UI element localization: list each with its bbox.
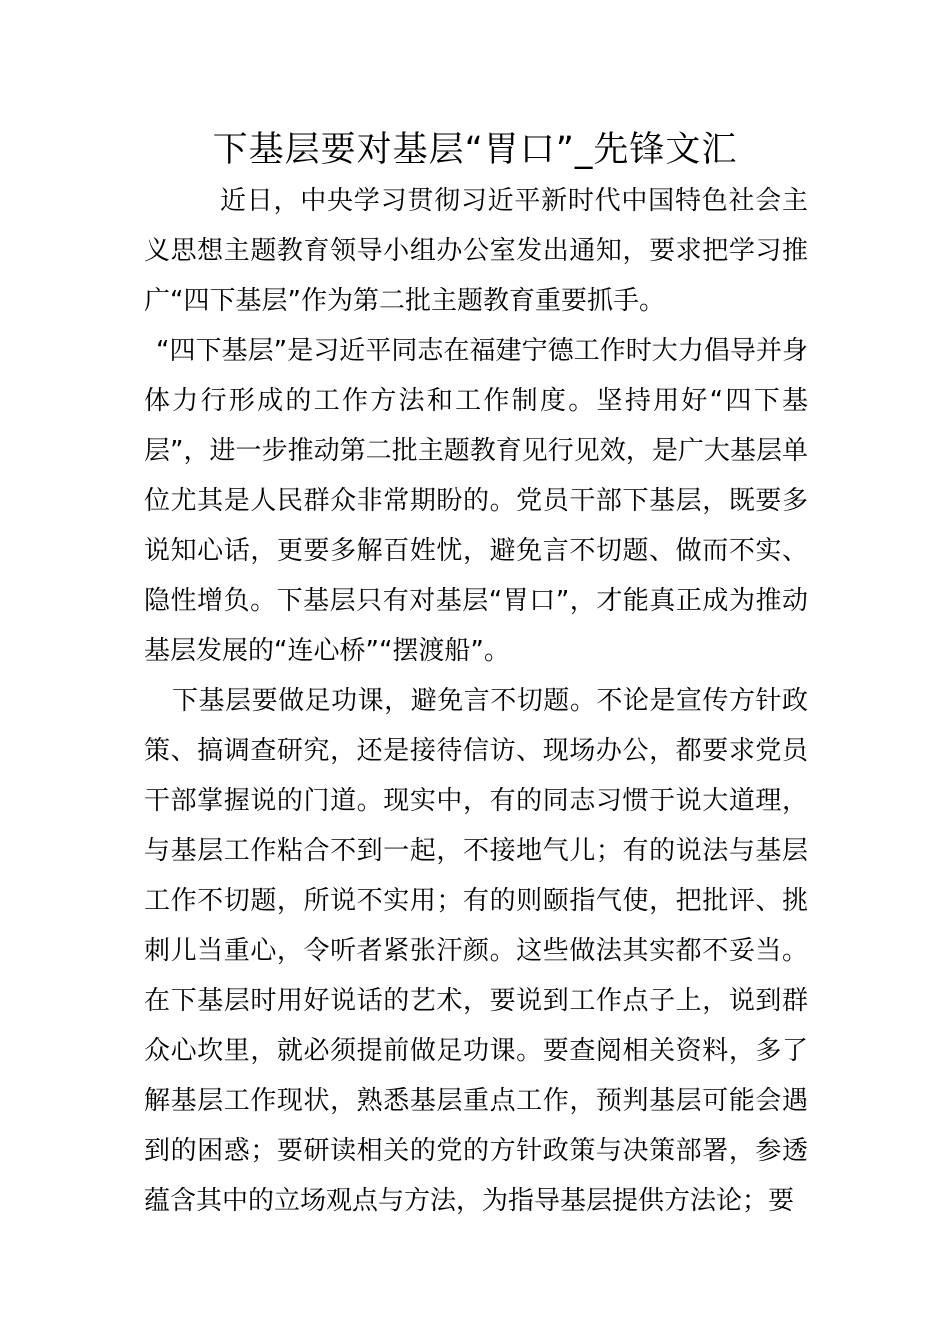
document-body bbox=[144, 176, 808, 1226]
document-title: 下基层要对基层“胃口”_先锋文汇 bbox=[212, 130, 738, 170]
paragraph-four-grassroots: “四下基层”是习近平同志在福建宁德工作时大力倡导并身体力行形成的工作方法和工作制度。坚持用好“四下基层”，进一步推动第二批主题教育见行见效，是广大基层单位尤其是人民群众非常期盼的。党员干部下基层，既要多说知心话，更要多解百姓忧，避免言不切题、做而不实、隐性增负。下基层只有对基层“胃口”，才能真正成为推动基层发展的“连心桥”“摆渡船”。 bbox=[144, 336, 808, 666]
paragraph-intro: 近日，中央学习贯彻习近平新时代中国特色社会主义思想主题教育领导小组办公室发出通知，要求把学习推广“四下基层”作为第二批主题教育重要抓手。 bbox=[144, 186, 808, 316]
paragraph-homework: 下基层要做足功课，避免言不切题。不论是宣传方针政策、搞调查研究，还是接待信访、现场办公，都要求党员干部掌握说的门道。现实中，有的同志习惯于说大道理，与基层工作粘合不到一起，不接地气儿；有的说法与基层工作不切题，所说不实用；有的则颐指气使，把批评、挑刺儿当重心，令听者紧张汗颜。这些做法其实都不妥当。在下基层时用好说话的艺术，要说到工作点子上，说到群众心坎里，就必须提前做足功课。要查阅相关资料，多了解基层工作现状，熟悉基层重点工作，预判基层可能会遇到的困惑；要研读相关的党的方针政策与决策部署，参透蕴含其中的立场观点与方法，为指导基层提供方法论；要 bbox=[144, 686, 808, 1216]
